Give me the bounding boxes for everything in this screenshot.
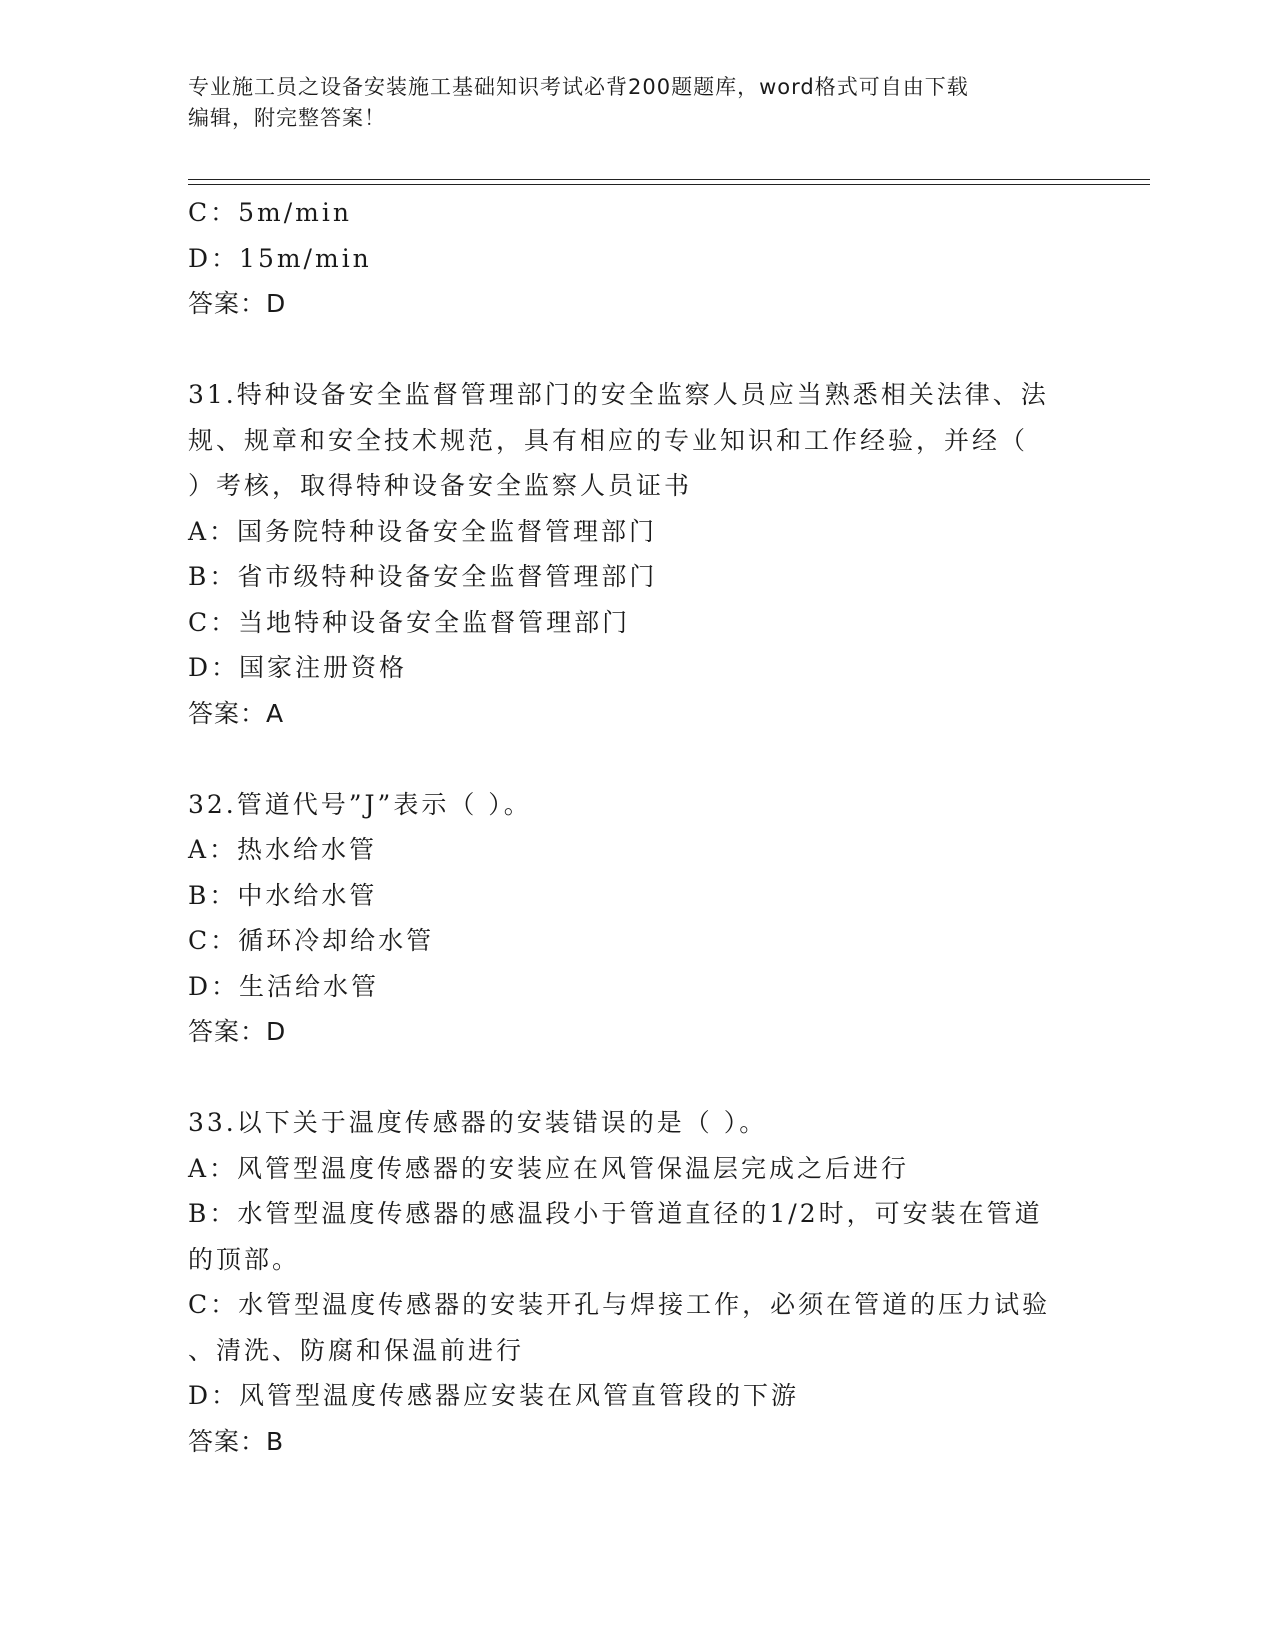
question-stem-line: 32.管道代号”J”表示（ ）。 (188, 789, 532, 819)
header-divider-bottom (188, 184, 1150, 185)
option-d: D：风管型温度传感器应安装在风管直管段的下游 (188, 1381, 800, 1410)
option-c: C：当地特种设备安全监督管理部门 (188, 607, 631, 637)
question-33 (188, 1100, 1088, 1464)
option-c: C：5m/min (188, 198, 352, 227)
option-b: B：水管型温度传感器的感温段小于管道直径的1/2时，可安装在管道 (188, 1199, 1043, 1228)
question-stem-line: 33.以下关于温度传感器的安装错误的是（ ）。 (188, 1108, 768, 1137)
question-32 (188, 782, 1088, 1055)
question-stem-line: 31.特种设备安全监督管理部门的安全监察人员应当熟悉相关法律、法 (188, 380, 1049, 409)
option-d: D：15m/min (188, 243, 372, 273)
question-stem-line: ）考核，取得特种设备安全监察人员证书 (188, 471, 693, 500)
option-b: B：省市级特种设备安全监督管理部门 (188, 562, 658, 591)
header-divider-top (188, 179, 1150, 180)
option-a: A：国务院特种设备安全监督管理部门 (188, 516, 658, 546)
option-d: D：生活给水管 (188, 971, 380, 1001)
option-d: D：国家注册资格 (188, 653, 408, 682)
option-c: C：水管型温度传感器的安装开孔与焊接工作，必须在管道的压力试验 (188, 1290, 1051, 1319)
option-b-continued: 的顶部。 (188, 1244, 301, 1274)
question-30 (188, 190, 1088, 327)
answer-line: 答案：B (188, 1426, 285, 1456)
answer-line: 答案：A (188, 698, 285, 728)
document-header (188, 72, 1088, 134)
answer-line: 答案：D (188, 1017, 287, 1046)
question-stem-line: 规、规章和安全技术规范，具有相应的专业知识和工作经验，并经（ (188, 425, 1029, 455)
option-c: C：循环冷却给水管 (188, 926, 435, 955)
question-31 (188, 372, 1088, 736)
option-a: A：热水给水管 (188, 835, 378, 864)
answer-line: 答案：D (188, 289, 287, 318)
header-title-line-2: 编辑，附完整答案！ (188, 106, 386, 130)
option-c-continued: 、清洗、防腐和保温前进行 (188, 1335, 525, 1365)
header-title-line-1: 专业施工员之设备安装施工基础知识考试必背200题题库，word格式可自由下载 (188, 75, 969, 99)
option-a: A：风管型温度传感器的安装应在风管保温层完成之后进行 (188, 1153, 910, 1183)
option-b: B：中水给水管 (188, 880, 378, 910)
question-list (188, 190, 1088, 1464)
